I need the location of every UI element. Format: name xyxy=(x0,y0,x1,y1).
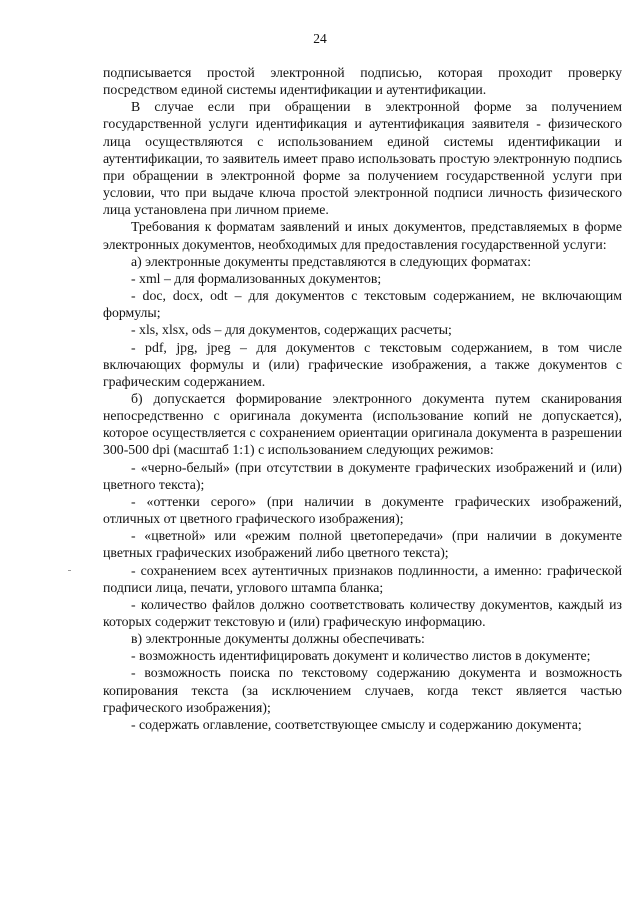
document-body xyxy=(103,64,622,733)
paragraph-item-b: б) допускается формирование электронного документа путем сканирования непосредственно с оригинала документа (использование копий не допускается), которое осуществляется с сохранением ориентации оригинала документа в разрешении 300-500 dpi (масштаб 1:1) с использованием следующих режимов: xyxy=(103,390,622,458)
list-item-xml: - xml – для формализованных документов; xyxy=(131,270,382,286)
paragraph-item-a: а) электронные документы представляются в следующих форматах: xyxy=(131,253,532,269)
scan-margin-mark xyxy=(68,570,71,571)
page-number: 24 xyxy=(313,31,327,46)
list-item-grayscale: - «оттенки серого» (при наличии в документе графических изображений, отличных от цветного графического изображения); xyxy=(103,493,622,527)
list-item-black-white: - «черно-белый» (при отсутствии в документе графических изображений и (или) цветного текста); xyxy=(103,459,622,492)
list-item-file-count: - количество файлов должно соответствовать количеству документов, каждый из которых содержит текстовую и (или) графическую информацию. xyxy=(103,596,622,629)
list-item-pdf: - pdf, jpg, jpeg – для документов с текстовым содержанием, в том числе включающих формулы и (или) графические изображения, а также документов с графическим содержанием. xyxy=(103,339,622,389)
list-item-doc: - doc, docx, odt – для документов с текстовым содержанием, не включающим формулы; xyxy=(103,288,622,321)
list-item-authenticity: - сохранением всех аутентичных признаков подлинности, а именно: графической подписи лица, печати, углового штампа бланка; xyxy=(103,562,622,595)
list-item-xls: - xls, xlsx, ods – для документов, содержащих расчеты; xyxy=(131,322,452,338)
list-item-color: - «цветной» или «режим полной цветопередачи» (при наличии в документе цветных графических изображений либо цветного текста); xyxy=(103,528,622,561)
list-item-identify: - возможность идентифицировать документ и количество листов в документе; xyxy=(131,648,591,664)
list-item-contents: - содержать оглавление, соответствующее смыслу и содержанию документа; xyxy=(131,716,582,732)
paragraph-item-c: в) электронные документы должны обеспечивать: xyxy=(131,631,425,647)
list-item-search: - возможность поиска по текстовому содержанию документа и возможность копирования текста (за исключением случаев, когда текст является частью графического изображения); xyxy=(103,665,622,715)
paragraph-format-requirements: Требования к форматам заявлений и иных документов, представляемых в форме электронных документов, необходимых для предоставления государственной услуги: xyxy=(103,219,622,252)
paragraph-identification: В случае если при обращении в электронной форме за получением государственной услуги идентификация и аутентификация заявителя - физического лица осуществляются с использованием единой системы идентификации и аутентификации, то заявитель имеет право использовать простую электронную подпись при обращении в электронной форме за получением государственной услуги при условии, что при выдаче ключа простой электронной подписи личность физического лица установлена при личном приеме. xyxy=(103,99,622,218)
paragraph-signature-verification: подписывается простой электронной подписью, которая проходит проверку посредством единой системы идентификации и аутентификации. xyxy=(103,65,622,98)
